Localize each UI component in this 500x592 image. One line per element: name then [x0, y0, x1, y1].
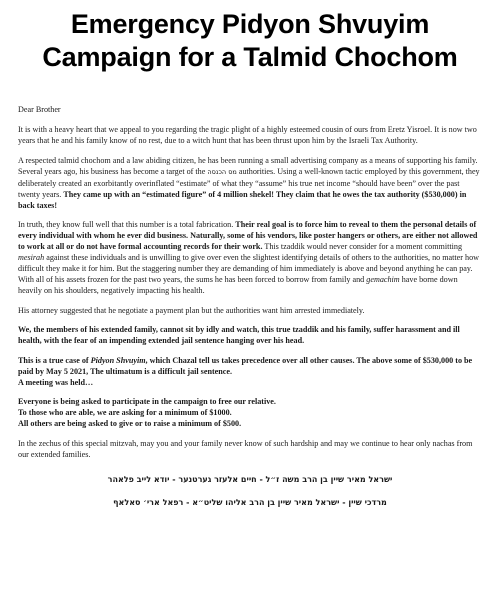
paragraph-assets-text-a: With all of his assets frozen for the past two years, the sums he has been forced to borrow from family and — [18, 275, 367, 284]
letter-body — [18, 104, 482, 508]
paragraph-pidyon-text-a: This is a true case of — [18, 355, 91, 365]
hebrew-tax-term: מס הכנסה — [207, 167, 237, 176]
paragraph-background-bold: They came up with an “estimated figure” of 4 million shekel! They claim that he owes the tax authority ($530,000) in back taxes! — [18, 189, 467, 210]
paragraph-pidyon-text-b: , which Chazal tell us takes precedence over all other causes. The above some of $530,000 to be paid by May 5 2021, The ultimatum is a difficult jail sentence. — [18, 355, 473, 376]
signature-line-2: מרדכי שיין - ישראל מאיר שיין בן הרב אליהו שליט״א - רפאל ארי׳ סאלאף — [113, 497, 387, 507]
paragraph-family: We, the members of his extended family, cannot sit by idly and watch, this true tzaddik and his family, suffer harassment and ill health, with the fear of an impending extended jail sentence hanging over his head. — [18, 325, 460, 345]
paragraph-assets-text-b: have borne down heavily on his shoulders, negatively impacting his health. — [18, 275, 458, 295]
paragraph-assets — [18, 274, 482, 296]
campaign-line-2: To those who are able, we are asking for a minimum of $1000. — [18, 408, 232, 417]
paragraph-pidyon — [18, 355, 482, 388]
paragraph-pidyon-italic: Pidyon Shvuyim — [90, 355, 146, 365]
paragraph-background-text-a: A respected talmid chochom and a law abiding citizen, he has been running a small advertising company as a means of supporting his family. Several years ago, his business has become a target of the — [18, 155, 478, 176]
page-title — [18, 0, 482, 74]
paragraph-fabrication-bold: Their real goal is to force him to reveal to them the personal details of every individual with whom he ever did business. Naturally, some of his vendors, like poster hangers or others, are either not allowed to work at all or do not have formal accounting records for their work. — [18, 220, 478, 251]
paragraph-assets-italic: gemachim — [366, 275, 400, 284]
paragraph-campaign — [18, 396, 482, 429]
paragraph-fabrication-text-b: This tzaddik would never consider for a moment committing — [262, 242, 463, 251]
paragraph-background-text-b: authorities. Using a well-known tactic employed by this government, they deliberately created an exorbitantly overinflated “estimate” of what they “assume” his true net income “should have been” over the past twenty years. — [18, 166, 480, 199]
signature-line-1: ישראל מאיר שיין בן הרב משה ז״ל - חיים אלעזר גערטנער - יודא לייב פלאהר — [107, 474, 393, 484]
paragraph-closing: In the zechus of this special mitzvah, may you and your family never know of such hardship and may we continue to hear only nachas from our extended families. — [18, 438, 473, 459]
paragraph-fabrication — [18, 219, 482, 274]
title-line-2: Campaign for a Talmid Chochom — [42, 42, 458, 72]
paragraph-fabrication-italic: mesirah — [18, 253, 45, 262]
paragraph-fabrication-text-c: against these individuals and is unwilling to give over even the slightest identifying details of others to the authorities, no matter how difficult they make it for him. But the staggering number they are demanding of him immediately is above and beyond anything he can pay. — [18, 253, 480, 273]
title-line-1: Emergency Pidyon Shvuyim — [70, 9, 430, 39]
salutation: Dear Brother — [18, 105, 61, 114]
paragraph-background — [18, 155, 482, 211]
campaign-line-3: All others are being asked to give or to raise a minimum of $500. — [18, 419, 242, 428]
paragraph-attorney: His attorney suggested that he negotiate a payment plan but the authorities want him arrested immediately. — [18, 305, 365, 315]
paragraph-fabrication-text-a: In truth, they know full well that this number is a total fabrication. — [18, 220, 236, 229]
paragraph-pidyon-meeting: A meeting was held… — [18, 377, 94, 387]
paragraph-intro: It is with a heavy heart that we appeal to you regarding the tragic plight of a highly esteemed cousin of ours from Eretz Yisroel. It is now two years that he and his family know of no rest, due to a witch hunt that has been thrust upon him by the Israeli Tax Authority. — [18, 125, 477, 145]
campaign-line-1: Everyone is being asked to participate in the campaign to free our relative. — [18, 397, 276, 406]
